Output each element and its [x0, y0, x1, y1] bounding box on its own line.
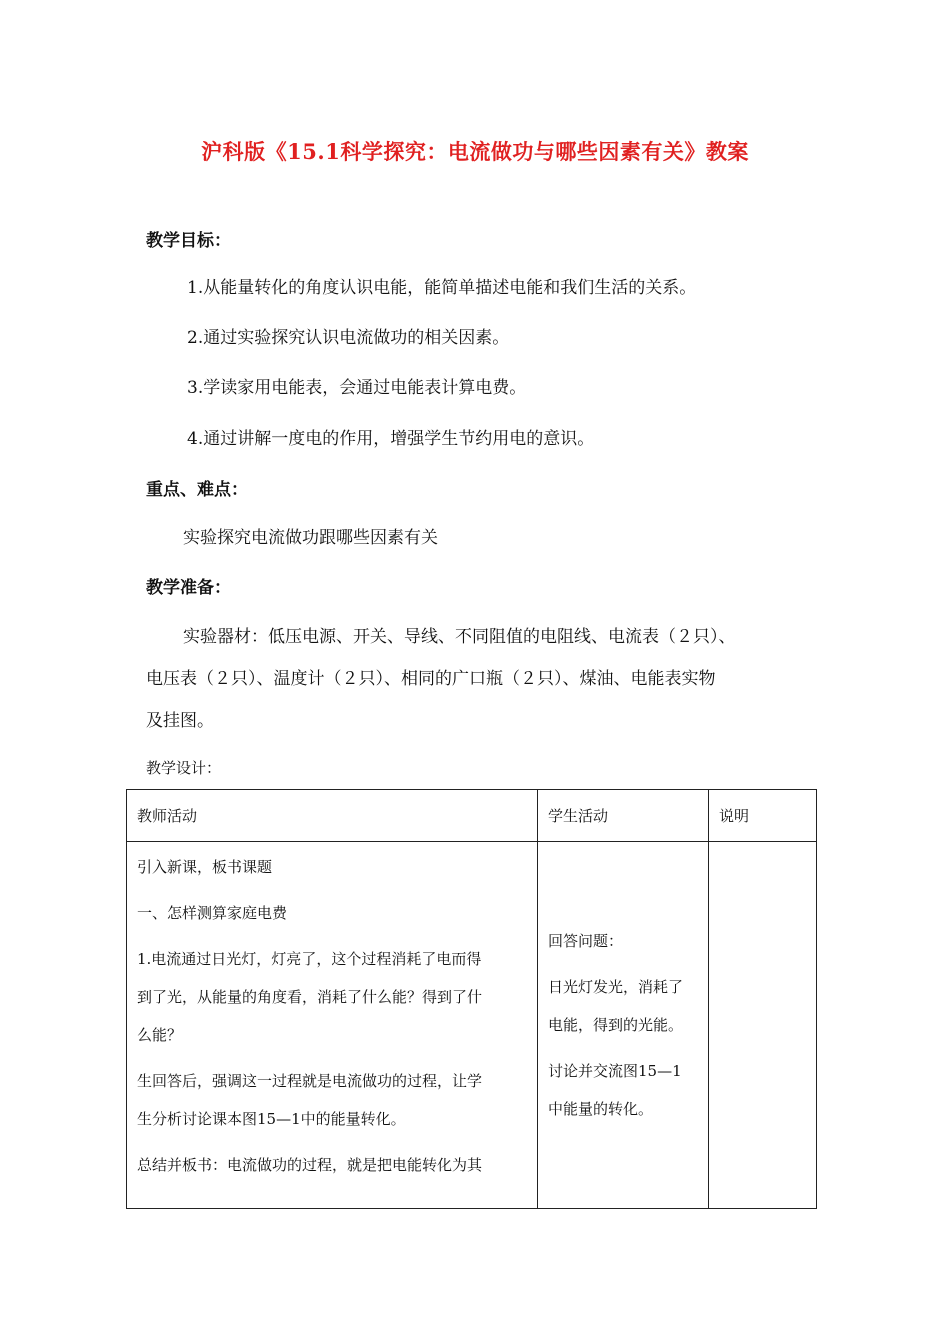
- student-line: 回答问题：: [548, 932, 624, 950]
- preparation-heading: 教学准备：: [146, 578, 231, 598]
- student-line: 中能量的转化。: [548, 1100, 654, 1118]
- teacher-line: 生回答后，强调这一过程就是电流做功的过程，让学: [137, 1072, 483, 1090]
- objective-item-3: 3.学读家用电能表，会通过电能表计算电费。: [187, 378, 527, 398]
- objective-item-2: 2.通过实验探究认识电流做功的相关因素。: [187, 328, 510, 348]
- teacher-line: 总结并板书：电流做功的过程，就是把电能转化为其: [137, 1156, 483, 1174]
- objective-item-1: 1.从能量转化的角度认识电能，能简单描述电能和我们生活的关系。: [187, 278, 697, 298]
- student-line: 日光灯发光，消耗了: [548, 978, 684, 996]
- teaching-design-table: [126, 789, 817, 1209]
- key-points-heading: 重点、难点：: [146, 480, 248, 500]
- teacher-line: 到了光，从能量的角度看，消耗了什么能？得到了什: [137, 988, 483, 1006]
- table-header-row: [127, 790, 817, 842]
- student-line: 电能，得到的光能。: [548, 1016, 684, 1034]
- teacher-line: 引入新课，板书课题: [137, 858, 273, 876]
- header-student-activity: 学生活动: [538, 790, 709, 842]
- objective-item-4: 4.通过讲解一度电的作用，增强学生节约用电的意识。: [187, 429, 595, 449]
- teacher-line: 一、怎样测算家庭电费: [137, 904, 288, 922]
- student-line: 讨论并交流图15—1: [548, 1062, 682, 1080]
- teacher-line: 生分析讨论课本图15—1中的能量转化。: [137, 1110, 406, 1128]
- teacher-line: 么能？: [137, 1026, 183, 1044]
- design-label: 教学设计：: [146, 759, 222, 777]
- objectives-heading: 教学目标：: [146, 231, 231, 251]
- table-row: [127, 842, 817, 1209]
- key-points-text: 实验探究电流做功跟哪些因素有关: [183, 528, 438, 548]
- document-title: 沪科版《15.1科学探究：电流做功与哪些因素有关》教案: [201, 139, 749, 164]
- header-notes: 说明: [709, 790, 817, 842]
- preparation-line-1: 实验器材：低压电源、开关、导线、不同阻值的电阻线、电流表（２只）、: [183, 627, 736, 647]
- notes-cell: [709, 842, 817, 1209]
- teacher-activity-cell: [127, 842, 538, 1209]
- preparation-line-2: 电压表（２只）、温度计（２只）、相同的广口瓶（２只）、煤油、电能表实物: [146, 669, 716, 689]
- student-activity-cell: [538, 842, 709, 1209]
- teacher-line: 1.电流通过日光灯，灯亮了，这个过程消耗了电而得: [137, 950, 482, 968]
- header-teacher-activity: 教师活动: [127, 790, 538, 842]
- preparation-line-3: 及挂图。: [146, 711, 214, 731]
